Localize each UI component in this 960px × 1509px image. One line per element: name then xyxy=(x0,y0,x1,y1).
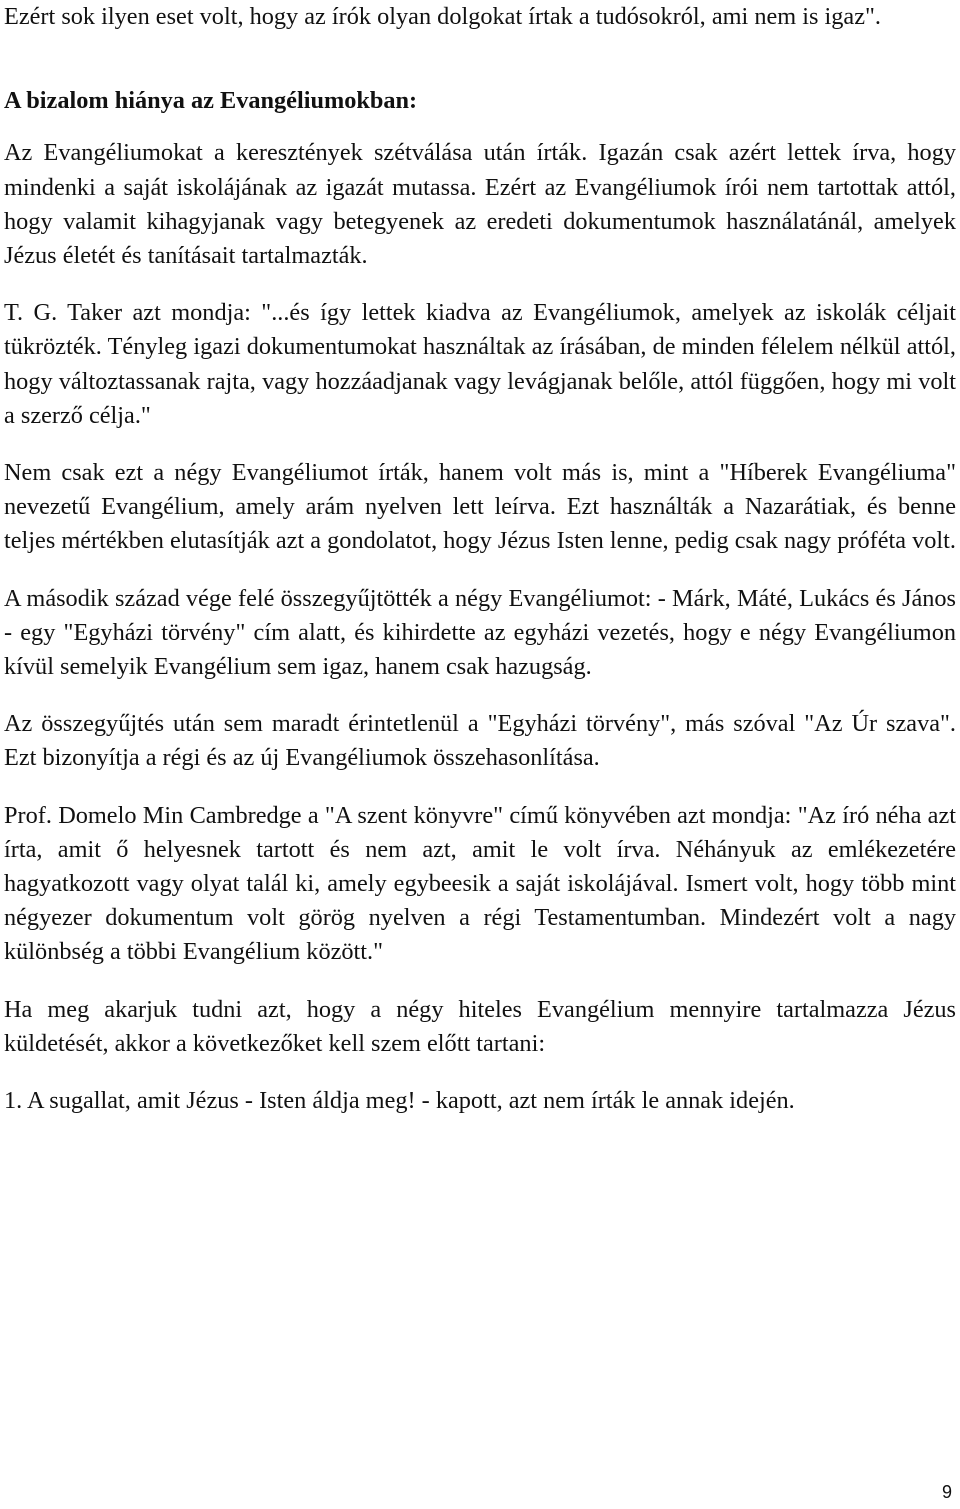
paragraph-5: Az összegyűjtés után sem maradt érintetlenül a "Egyházi törvény", más szóval "Az Úr szava". Ezt bizonyítja a régi és az új Evangéliumok összehasonlítása. xyxy=(4,710,956,772)
section-heading: A bizalom hiánya az Evangéliumokban: xyxy=(4,87,418,115)
paragraph-4: A második század vége felé összegyűjtötték a négy Evangéliumot: - Márk, Máté, Lukács és János - egy "Egyházi törvény" cím alatt, és kihirdette az egyházi vezetés, hogy e négy Evangéliumon kívül semelyik Evangélium sem igaz, hanem csak hazugság. xyxy=(4,584,956,681)
paragraph-2: T. G. Taker azt mondja: "...és így lettek kiadva az Evangéliumok, amelyek az iskolák céljait tükrözték. Tényleg igazi dokumentumokat használtak az írásában, de minden félelem nélkül attól, hogy változtassanak rajta, vagy hozzáadjanak vagy levágjanak belőle, attól függően, hogy mi volt a szerző célja." xyxy=(4,299,956,429)
page-number: 9 xyxy=(941,1482,952,1502)
paragraph-intro-end: Ezért sok ilyen eset volt, hogy az írók olyan dolgokat írtak a tudósokról, ami nem is igaz". xyxy=(4,3,881,30)
paragraph-7: Ha meg akarjuk tudni azt, hogy a négy hiteles Evangélium mennyire tartalmazza Jézus küldetését, akkor a következőket kell szem előtt tartani: xyxy=(4,995,956,1057)
paragraph-8: 1. A sugallat, amit Jézus - Isten áldja meg! - kapott, azt nem írták le annak idején. xyxy=(4,1087,795,1115)
document-page xyxy=(4,0,956,1118)
paragraph-1: Az Evangéliumokat a keresztények szétválása után írták. Igazán csak azért lettek írva, hogy mindenki a saját iskolájának az igazát mutassa. Ezért az Evangéliumok írói nem tartottak attól, hogy valamit kihagyjanak vagy betegyenek az eredeti dokumentumok használatánál, amelyek Jézus életét és tanításait tartalmazták. xyxy=(4,139,956,270)
paragraph-6: Prof. Domelo Min Cambredge a "A szent könyvre" című könyvében azt mondja: "Az író néha azt írta, amit ő helyesnek tartott és nem azt, amit le volt írva. Néhányuk az emlékezetére hagyatkozott vagy olyat talál ki, amely egybeesik a saját iskolájával. Ismert volt, hogy több mint négyezer dokumentum volt görög nyelven a régi Testamentumban. Mindezért volt a nagy különbség a többi Evangélium között." xyxy=(4,801,956,966)
paragraph-3: Nem csak ezt a négy Evangéliumot írták, hanem volt más is, mint a "Híberek Evangéliuma" nevezetű Evangélium, amely arám nyelven lett leírva. Ezt használták a Nazarátiak, és benne teljes mértékben elutasítják azt a gondolatot, hogy Jézus Isten lenne, pedig csak nagy próféta volt. xyxy=(4,459,957,555)
